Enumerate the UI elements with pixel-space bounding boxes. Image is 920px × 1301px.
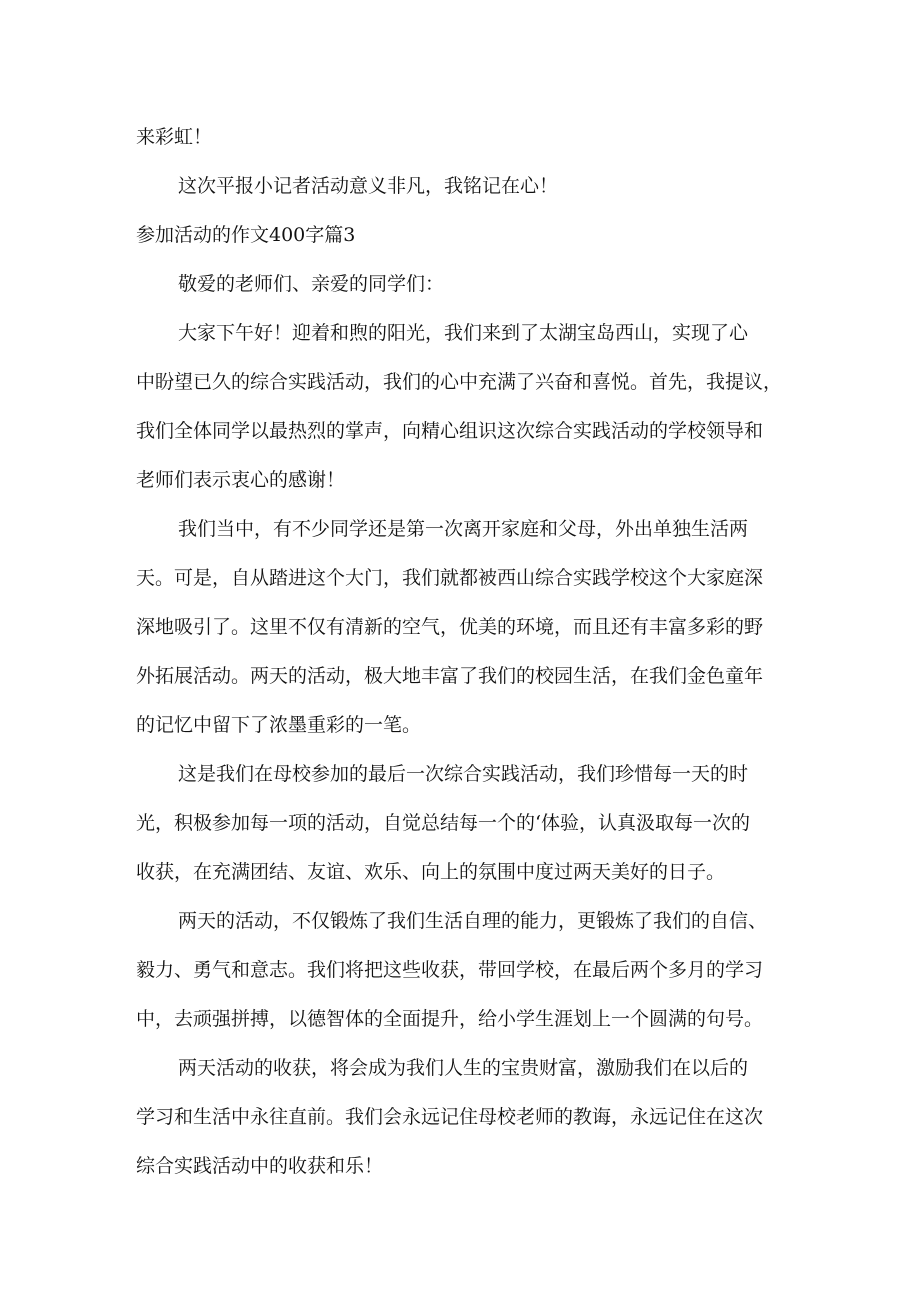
paragraph-line: 两天活动的收获，将会成为我们人生的宝贵财富，激励我们在以后的 xyxy=(178,1057,749,1079)
section-heading: 参加活动的作文400字篇3 xyxy=(136,224,356,246)
paragraph-line: 两天的活动，不仅锻炼了我们生活自理的能力，更锻炼了我们的自信、 xyxy=(178,910,768,932)
paragraph-line: 天。可是，自从踏进这个大门，我们就都被西山综合实践学校这个大家庭深 xyxy=(136,567,764,589)
paragraph-line: 外拓展活动。两天的活动，极大地丰富了我们的校园生活，在我们金色童年 xyxy=(136,665,764,687)
paragraph-line: 的记忆中留下了浓墨重彩的一笔。 xyxy=(136,714,422,736)
paragraph-line: 综合实践活动中的收获和乐！ xyxy=(136,1155,384,1177)
paragraph-line: 深地吸引了。这里不仅有清新的空气，优美的环境，而且还有丰富多彩的野 xyxy=(136,616,764,638)
paragraph-line: 我们当中，有不少同学还是第一次离开家庭和父母，外出单独生活两 xyxy=(178,518,749,540)
salutation: 敬爱的老师们、亲爱的同学们： xyxy=(178,273,445,295)
paragraph-line: 光，积极参加每一项的活动，自觉总结每一个的‘体验，认真汲取每一次的 xyxy=(136,812,751,834)
paragraph-line: 我们全体同学以最热烈的掌声，向精心组识这次综合实践活动的学校领导和 xyxy=(136,420,764,442)
paragraph-line: 老师们表示衷心的感谢！ xyxy=(136,469,346,491)
paragraph-line: 大家下午好！迎着和煦的阳光，我们来到了太湖宝岛西山，实现了心 xyxy=(178,322,749,344)
paragraph-line: 毅力、勇气和意志。我们将把这些收获，带回学校，在最后两个多月的学习 xyxy=(136,959,764,981)
paragraph-line: 学习和生活中永往直前。我们会永远记住母校老师的教诲，永远记住在这次 xyxy=(136,1106,764,1128)
paragraph-line: 收获，在充满团结、友谊、欢乐、向上的氛围中度过两天美好的日子。 xyxy=(136,861,726,883)
paragraph-line: 中，去顽强拼搏，以德智体的全面提升，给小学生涯划上一个圆满的句号。 xyxy=(136,1008,764,1030)
paragraph-line: 这次平报小记者活动意义非凡，我铭记在心！ xyxy=(178,175,559,197)
paragraph-line: 来彩虹！ xyxy=(136,126,213,148)
paragraph-line: 这是我们在母校参加的最后一次综合实践活动，我们珍惜每一天的时 xyxy=(178,763,749,785)
paragraph-line: 中盼望已久的综合实践活动，我们的心中充满了兴奋和喜悦。首先，我提议， xyxy=(136,371,783,393)
